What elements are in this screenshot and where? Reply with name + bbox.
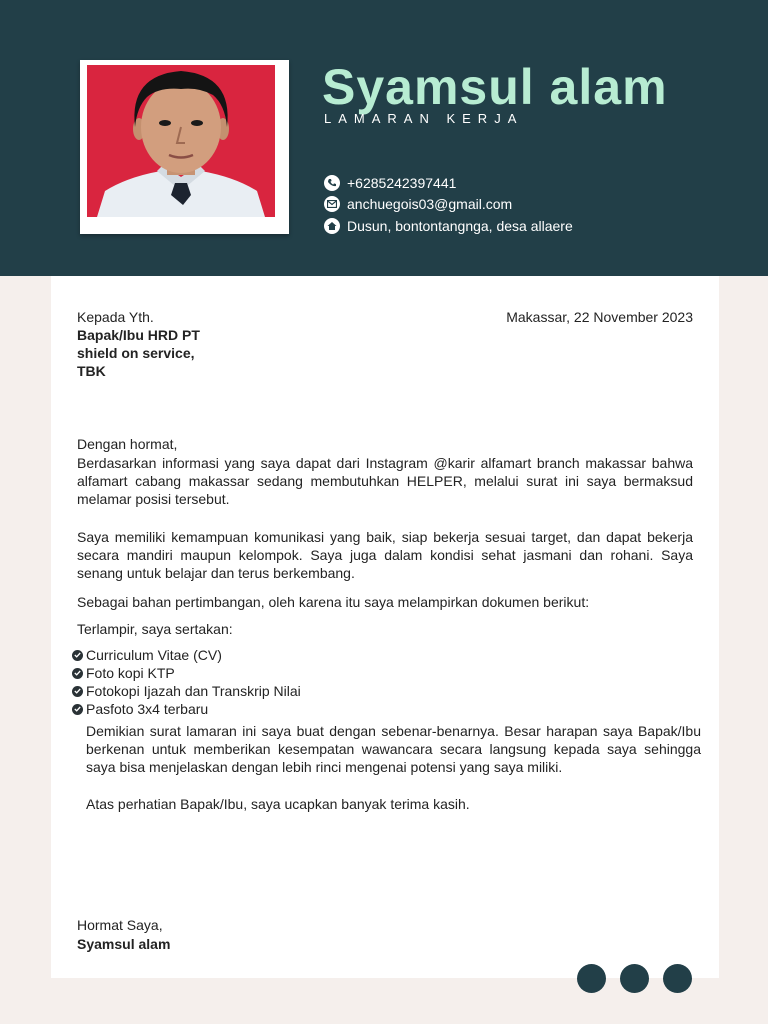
list-item: Pasfoto 3x4 terbaru xyxy=(72,700,301,718)
attachment-list xyxy=(72,646,301,718)
paragraph-intro: Berdasarkan informasi yang saya dapat dari Instagram @karir alfamart branch makassar bahwa alfamart cabang makassar sedang membutuhkan HELPER, melalui surat ini saya bermaksud melamar posisi tersebut. xyxy=(77,455,693,507)
check-circle-icon xyxy=(72,704,83,715)
header-banner xyxy=(0,0,768,276)
profile-photo xyxy=(87,65,275,217)
recipient-line-2: shield on service, xyxy=(77,345,195,361)
paragraph-skills: Saya memiliki kemampuan komunikasi yang baik, siap bekerja sesuai target, dan dapat bekerja secara mandiri maupun kelompok. Saya juga dalam kondisi sehat jasmani dan rohani. Saya senang untuk belajar dan terus berkembang. xyxy=(77,529,693,581)
decorative-dot-2 xyxy=(620,964,649,993)
paragraph-closing: Demikian surat lamaran ini saya buat dengan sebenar-benarnya. Besar harapan saya Bapak/Ibu berkenan untuk memberikan kesempatan wawancara secara langsung kepada saya sehingga saya bisa menjelaskan dengan lebih rinci mengenai potensi yang saya miliki. xyxy=(86,723,701,775)
contact-phone xyxy=(324,172,573,194)
phone-number: +6285242397441 xyxy=(347,174,457,191)
paragraph-consideration: Sebagai bahan pertimbangan, oleh karena itu saya melampirkan dokumen berikut: xyxy=(77,594,590,610)
document-subtitle: LAMARAN KERJA xyxy=(324,111,524,126)
contact-email xyxy=(324,194,573,216)
applicant-name: Syamsul alam xyxy=(322,59,668,115)
contact-list xyxy=(324,172,573,237)
decorative-dot-3 xyxy=(663,964,692,993)
contact-address xyxy=(324,215,573,237)
attached-label: Terlampir, saya sertakan: xyxy=(77,621,233,637)
list-item: Fotokopi Ijazah dan Transkrip Nilai xyxy=(72,682,301,700)
recipient-line-3: TBK xyxy=(77,363,106,379)
decorative-dot-1 xyxy=(577,964,606,993)
home-address: Dusun, bontontangnga, desa allaere xyxy=(347,217,573,234)
check-circle-icon xyxy=(72,650,83,661)
person-portrait-icon xyxy=(87,65,275,217)
home-icon xyxy=(324,218,340,234)
mail-icon xyxy=(324,196,340,212)
letter-date: Makassar, 22 November 2023 xyxy=(506,309,693,325)
list-item: Curriculum Vitae (CV) xyxy=(72,646,301,664)
phone-icon xyxy=(324,175,340,191)
check-circle-icon xyxy=(72,686,83,697)
profile-photo-frame xyxy=(80,60,289,234)
signer-name: Syamsul alam xyxy=(77,936,171,952)
thanks-line: Atas perhatian Bapak/Ibu, saya ucapkan banyak terima kasih. xyxy=(86,796,470,812)
email-address: anchuegois03@gmail.com xyxy=(347,196,513,213)
list-item: Foto kopi KTP xyxy=(72,664,301,682)
greeting: Dengan hormat, xyxy=(77,436,178,452)
to-line: Kepada Yth. xyxy=(77,309,154,325)
check-circle-icon xyxy=(72,668,83,679)
signoff: Hormat Saya, xyxy=(77,917,163,933)
recipient-line-1: Bapak/Ibu HRD PT xyxy=(77,327,200,343)
